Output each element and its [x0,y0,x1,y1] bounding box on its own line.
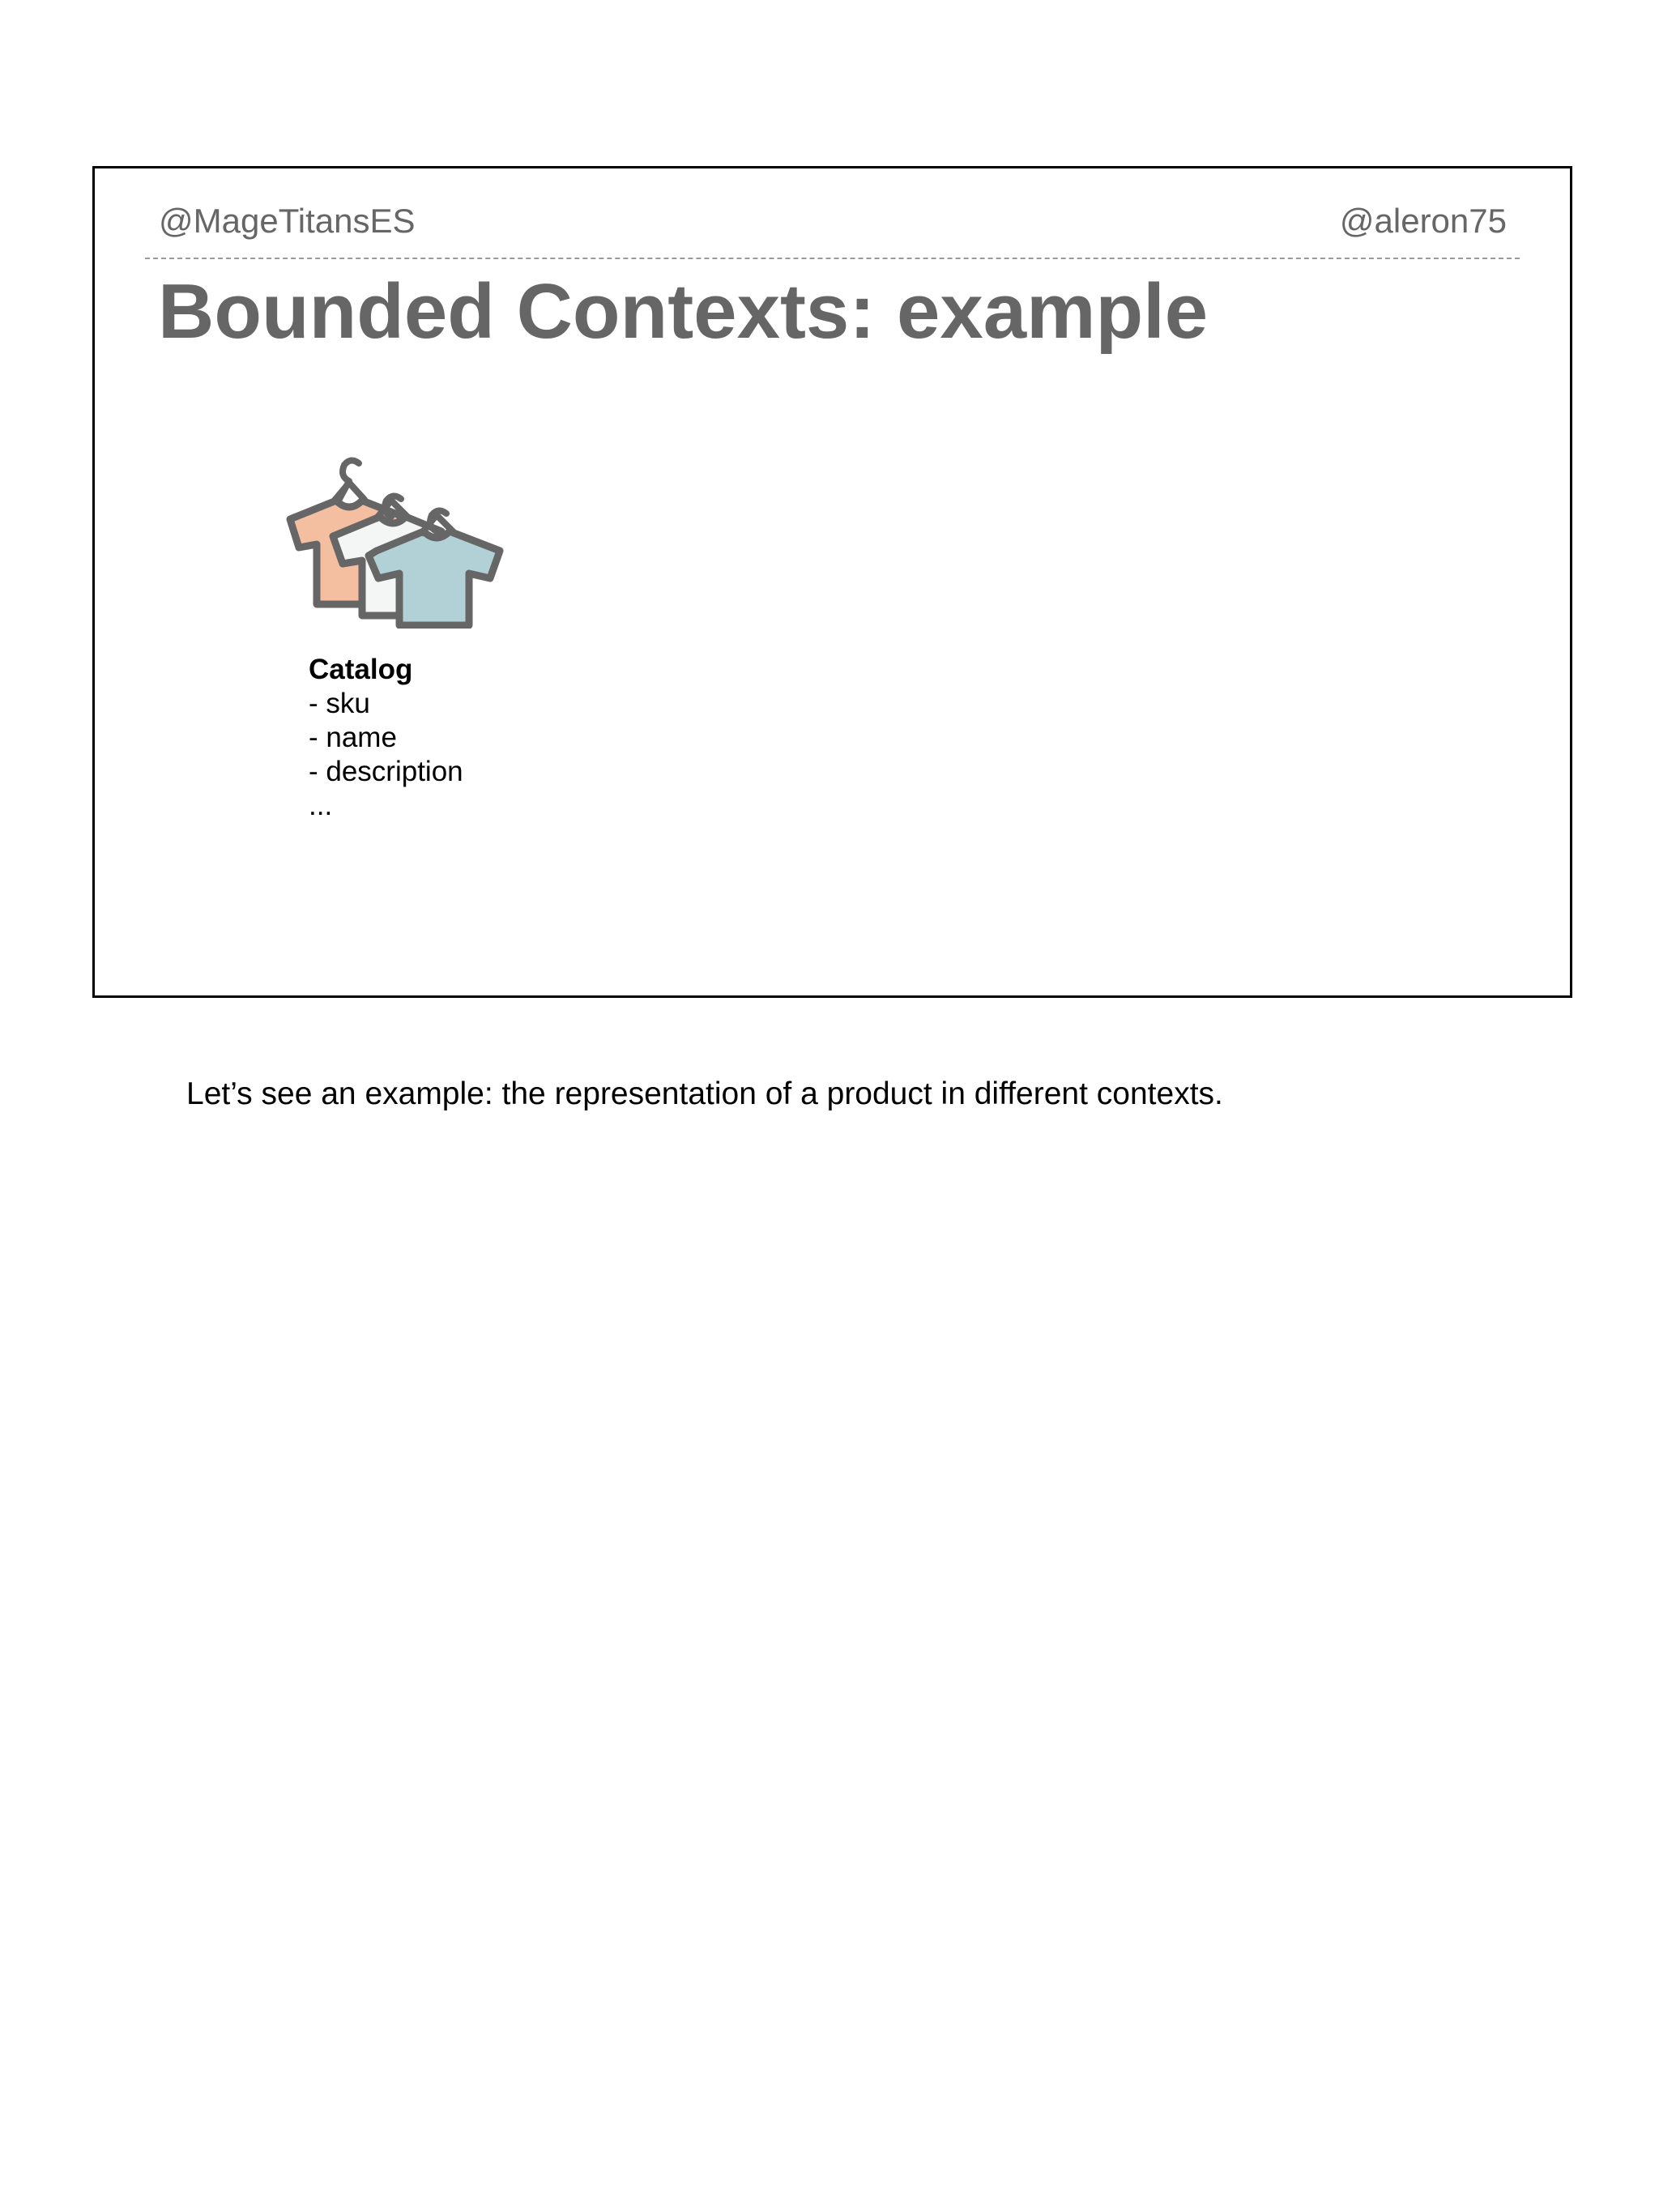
slide-title: Bounded Contexts: example [158,268,1209,355]
catalog-heading: Catalog [309,654,413,685]
slide [92,166,1572,998]
catalog-field: - name [309,722,397,753]
catalog-context [309,653,463,823]
catalog-field: - sku [309,688,370,719]
catalog-field: ... [309,790,333,821]
header-divider [145,258,1520,259]
clothes-on-hangers-icon [278,450,513,629]
twitter-handle-left: @MageTitansES [159,202,416,240]
catalog-field: - description [309,756,463,787]
speaker-notes: Let’s see an example: the representation of a product in different contexts. [186,1076,1223,1111]
twitter-handle-right: @aleron75 [1339,202,1507,240]
